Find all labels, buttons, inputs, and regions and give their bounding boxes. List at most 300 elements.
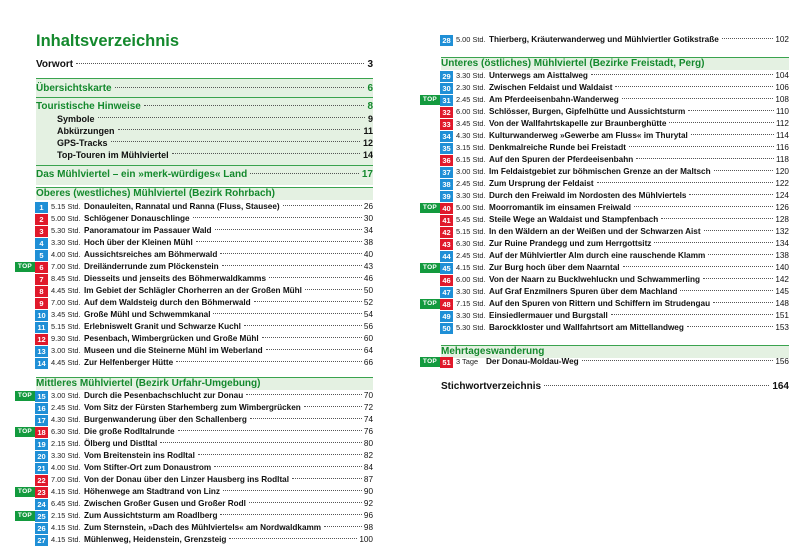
tour-number-badge: 21 — [35, 463, 48, 474]
tour-title: Erlebniswelt Granit und Schwarze Kuchl — [84, 322, 241, 331]
tour-entry-13[interactable] — [36, 345, 373, 357]
tour-number-badge: 27 — [35, 535, 48, 546]
tour-number-badge: 38 — [440, 179, 453, 190]
tour-number-badge: 22 — [35, 475, 48, 486]
tour-number-badge: 5 — [35, 250, 48, 261]
tour-number-badge: 9 — [35, 298, 48, 309]
tour-entry-42[interactable] — [441, 226, 789, 238]
tour-page: 96 — [363, 511, 373, 520]
tour-duration: 4.45 Std. — [51, 358, 81, 367]
tour-entry-19[interactable] — [36, 438, 373, 450]
tour-entry-44[interactable] — [441, 250, 789, 262]
tour-number-badge: 48 — [440, 299, 453, 310]
tour-page: 156 — [775, 357, 789, 366]
leader-dots — [118, 129, 361, 130]
toc-entry-uebersichtskarte[interactable] — [36, 83, 373, 95]
tour-entry-14[interactable] — [36, 357, 373, 369]
tour-duration: 4.15 Std. — [51, 535, 81, 544]
leader-dots — [266, 349, 362, 350]
page-title: Inhaltsverzeichnis — [36, 32, 180, 50]
tour-entry-41[interactable] — [441, 214, 789, 226]
leader-dots — [703, 278, 773, 279]
tour-duration: 2.45 Std. — [456, 95, 486, 104]
tour-title: Zum Sternstein, »Dach des Mühlviertels« am Nordwaldkamm — [84, 523, 322, 532]
tour-number-badge: 34 — [440, 131, 453, 142]
tour-number-badge: 39 — [440, 191, 453, 202]
tour-page: 122 — [775, 179, 789, 188]
tour-title: Pesenbach, Wimbergrücken und Große Mühl — [84, 334, 259, 343]
tour-number-badge: 3 — [35, 226, 48, 237]
toc-entry-top-touren[interactable] — [36, 149, 373, 161]
tour-page: 132 — [775, 227, 789, 236]
tour-title: Museen und die Steinerne Mühl im Weberland — [84, 346, 263, 355]
tour-number-badge: 10 — [35, 310, 48, 321]
entry-label: Symbole — [57, 114, 95, 124]
tour-title: Durch den Freiwald im Nordosten des Mühlviertels — [489, 191, 687, 200]
tour-duration: 5.15 Std. — [456, 227, 486, 236]
leader-dots — [213, 313, 361, 314]
tour-number-badge: 18 — [35, 427, 48, 438]
leader-dots — [98, 117, 365, 118]
tour-title: Moorromantik im einsamen Freiwald — [489, 203, 631, 212]
tour-number-badge: 51 — [440, 357, 453, 368]
tour-number-badge: 44 — [440, 251, 453, 262]
tour-duration: 5.00 Std. — [456, 35, 486, 44]
leader-dots — [634, 206, 773, 207]
tour-duration: 4.15 Std. — [456, 263, 486, 272]
leader-dots — [283, 205, 362, 206]
entry-page: 11 — [363, 126, 373, 136]
tour-page: 72 — [363, 403, 373, 412]
tour-page: 124 — [775, 191, 789, 200]
tour-number-badge: 29 — [440, 71, 453, 82]
tour-title: Auf der Mühlviertler Alm durch eine rauschende Klamm — [489, 251, 706, 260]
section-heading-unteres: Unteres (östliches) Mühlviertel (Bezirke Freistadt, Perg) — [441, 58, 705, 69]
tour-title: Von der Naarn zu Bucklwehluckn und Schwammerling — [489, 275, 700, 284]
tour-entry-49[interactable] — [441, 310, 789, 322]
leader-dots — [172, 153, 360, 154]
tour-number-badge: 16 — [35, 403, 48, 414]
tour-entry-27[interactable] — [36, 534, 373, 546]
tour-page: 151 — [775, 311, 789, 320]
tour-duration: 3.45 Std. — [51, 310, 81, 319]
tour-page: 106 — [775, 83, 789, 92]
top-badge: TOP — [420, 299, 440, 309]
leader-dots — [669, 122, 774, 123]
tour-duration: 5.00 Std. — [456, 203, 486, 212]
tour-title: Der Donau-Moldau-Weg — [486, 357, 579, 366]
tour-duration: 5.30 Std. — [51, 226, 81, 235]
tour-title: Zwischen Großer Gusen und Großer Rodl — [84, 499, 246, 508]
leader-dots — [198, 454, 362, 455]
tour-number-badge: 41 — [440, 215, 453, 226]
leader-dots — [680, 290, 773, 291]
tour-entry-7[interactable] — [36, 273, 373, 285]
section-heading-oberes: Oberes (westliches) Mühlviertel (Bezirk Rohrbach) — [36, 188, 275, 199]
tour-duration: 2.15 Std. — [51, 439, 81, 448]
tour-duration: 6.00 Std. — [456, 107, 486, 116]
tour-duration: 3.30 Std. — [456, 287, 486, 296]
tour-entry-10[interactable] — [36, 309, 373, 321]
tour-page: 46 — [363, 274, 373, 283]
tour-page: 126 — [775, 203, 789, 212]
leader-dots — [713, 302, 773, 303]
tour-entry-8[interactable] — [36, 285, 373, 297]
tour-title: Kulturwanderweg »Gewerbe am Fluss« im Thurytal — [489, 131, 688, 140]
tour-entry-51[interactable] — [422, 356, 789, 368]
leader-dots — [223, 490, 362, 491]
leader-dots — [250, 418, 362, 419]
tour-entry-20[interactable] — [36, 450, 373, 462]
tour-title: Burgenwanderung über den Schallenberg — [84, 415, 247, 424]
tour-number-badge: 50 — [440, 323, 453, 334]
tour-page: 100 — [359, 535, 373, 544]
tour-number-badge: 35 — [440, 143, 453, 154]
tour-page: 90 — [363, 487, 373, 496]
leader-dots — [615, 86, 773, 87]
tour-number-badge: 8 — [35, 286, 48, 297]
tour-duration: 3.30 Std. — [456, 311, 486, 320]
leader-dots — [629, 146, 774, 147]
tour-duration: 3.30 Std. — [456, 191, 486, 200]
leader-dots — [722, 38, 774, 39]
toc-entry-gps-tracks[interactable] — [36, 137, 373, 149]
tour-entry-1[interactable] — [36, 201, 373, 213]
leader-dots — [244, 325, 362, 326]
tour-entry-5[interactable] — [36, 249, 373, 261]
tour-page: 114 — [775, 131, 789, 140]
tour-title: Von der Donau über den Linzer Hausberg ins Rodltal — [84, 475, 290, 484]
tour-entry-33[interactable] — [441, 118, 789, 130]
tour-page: 66 — [363, 358, 373, 367]
tour-number-badge: 40 — [440, 203, 453, 214]
tour-duration: 5.00 Std. — [51, 214, 81, 223]
tour-duration: 3.45 Std. — [456, 119, 486, 128]
leader-dots — [591, 74, 773, 75]
leader-dots — [111, 141, 360, 142]
tour-entry-50[interactable] — [441, 322, 789, 334]
tour-entry-6[interactable] — [17, 261, 373, 273]
tour-page: 120 — [775, 167, 789, 176]
tour-entry-45[interactable] — [422, 262, 789, 274]
tour-title: Donauleiten, Rannatal und Ranna (Fluss, Stausee) — [84, 202, 280, 211]
tour-number-badge: 4 — [35, 238, 48, 249]
tour-number-badge: 13 — [35, 346, 48, 357]
tour-entry-30[interactable] — [441, 82, 789, 94]
tour-duration: 3.00 Std. — [456, 167, 486, 176]
tour-number-badge: 14 — [35, 358, 48, 369]
tour-entry-3[interactable] — [36, 225, 373, 237]
entry-page: 12 — [362, 138, 373, 148]
tour-duration: 2.15 Std. — [51, 511, 81, 520]
tour-duration: 4.00 Std. — [51, 463, 81, 472]
entry-page: 3 — [367, 59, 373, 70]
leader-dots — [688, 110, 774, 111]
leader-dots — [691, 134, 774, 135]
tour-duration: 2.45 Std. — [456, 179, 486, 188]
tour-entry-23[interactable] — [17, 486, 373, 498]
tour-entry-48[interactable] — [422, 298, 789, 310]
tour-duration: 8.45 Std. — [51, 274, 81, 283]
tour-title: Höhenwege am Stadtrand von Linz — [84, 487, 221, 496]
leader-dots — [708, 254, 773, 255]
leader-dots — [160, 442, 362, 443]
tour-number-badge: 32 — [440, 107, 453, 118]
tour-number-badge: 19 — [35, 439, 48, 450]
tour-title: Hoch über der Kleinen Mühl — [84, 238, 193, 247]
leader-dots — [636, 158, 774, 159]
leader-dots — [254, 301, 362, 302]
top-badge: TOP — [420, 263, 440, 273]
tour-page: 148 — [775, 299, 789, 308]
tour-entry-47[interactable] — [441, 286, 789, 298]
tour-title: Schlögener Donauschlinge — [84, 214, 190, 223]
leader-dots — [661, 218, 773, 219]
tour-page: 128 — [775, 215, 789, 224]
entry-label: Stichwortverzeichnis — [441, 381, 542, 392]
tour-duration: 5.30 Std. — [456, 323, 486, 332]
leader-dots — [178, 430, 362, 431]
leader-dots — [220, 514, 361, 515]
tour-duration: 5.45 Std. — [456, 215, 486, 224]
tour-duration: 2.45 Std. — [51, 403, 81, 412]
leader-dots — [324, 526, 362, 527]
tour-number-badge: 20 — [35, 451, 48, 462]
tour-entry-34[interactable] — [441, 130, 789, 142]
tour-entry-12[interactable] — [36, 333, 373, 345]
entry-label: Das Mühlviertel – ein »merk-würdiges« Land — [36, 169, 248, 180]
tour-number-badge: 25 — [35, 511, 48, 522]
leader-dots — [292, 478, 362, 479]
tour-page: 50 — [363, 286, 373, 295]
tour-title: Am Pferdeeisenbahn-Wanderweg — [489, 95, 619, 104]
tour-duration: 6.00 Std. — [456, 275, 486, 284]
tour-entry-22[interactable] — [36, 474, 373, 486]
tour-title: Im Gebiet der Schlägler Chorherren an der Großen Mühl — [84, 286, 302, 295]
tour-entry-39[interactable] — [441, 190, 789, 202]
tour-duration: 3.30 Std. — [51, 238, 81, 247]
tour-duration: 5.15 Std. — [51, 202, 81, 211]
tour-entry-11[interactable] — [36, 321, 373, 333]
leader-dots — [544, 385, 769, 386]
tour-page: 43 — [363, 262, 373, 271]
tour-page: 52 — [363, 298, 373, 307]
tour-number-badge: 2 — [35, 214, 48, 225]
tour-entry-43[interactable] — [441, 238, 789, 250]
tour-number-badge: 33 — [440, 119, 453, 130]
tour-duration: 7.00 Std. — [51, 298, 81, 307]
tour-page: 56 — [363, 322, 373, 331]
tour-entry-25[interactable] — [17, 510, 373, 522]
toc-entry-stichwortverzeichnis[interactable] — [441, 381, 789, 393]
tour-duration: 7.00 Std. — [51, 475, 81, 484]
tour-entry-21[interactable] — [36, 462, 373, 474]
tour-page: 64 — [363, 346, 373, 355]
tour-title: Denkmalreiche Runde bei Freistadt — [489, 143, 626, 152]
toc-entry-abkuerzungen[interactable] — [36, 125, 373, 137]
tour-number-badge: 6 — [35, 262, 48, 273]
entry-page: 9 — [367, 114, 373, 124]
leader-dots — [220, 253, 362, 254]
tour-title: Zum Aussichtsturm am Roadlberg — [84, 511, 218, 520]
tour-entry-15[interactable] — [17, 390, 373, 402]
leader-dots — [305, 289, 362, 290]
top-badge: TOP — [15, 487, 35, 497]
tour-entry-4[interactable] — [36, 237, 373, 249]
tour-number-badge: 45 — [440, 263, 453, 274]
leader-dots — [714, 170, 774, 171]
tour-duration: 4.15 Std. — [51, 523, 81, 532]
tour-page: 26 — [363, 202, 373, 211]
tour-page: 142 — [775, 275, 789, 284]
leader-dots — [689, 194, 773, 195]
tour-title: Panoramatour im Passauer Wald — [84, 226, 212, 235]
tour-entry-16[interactable] — [36, 402, 373, 414]
tour-number-badge: 36 — [440, 155, 453, 166]
tour-title: Einsiedlermauer und Burgstall — [489, 311, 608, 320]
tour-duration: 6.15 Std. — [456, 155, 486, 164]
toc-entry-touristische-hinweise[interactable] — [36, 101, 373, 113]
tour-duration: 4.30 Std. — [456, 131, 486, 140]
tour-title: Thierberg, Kräuterwanderweg und Mühlviertler Gotikstraße — [489, 35, 719, 44]
tour-page: 54 — [363, 310, 373, 319]
tour-number-badge: 17 — [35, 415, 48, 426]
tour-duration: 7.15 Std. — [456, 299, 486, 308]
tour-title: Durch die Pesenbachschlucht zur Donau — [84, 391, 244, 400]
tour-title: Zur Burg hoch über dem Naarntal — [489, 263, 620, 272]
tour-page: 116 — [775, 143, 789, 152]
tour-title: Zum Ursprung der Feldaist — [489, 179, 594, 188]
section-heading-mittleres: Mittleres Mühlviertel (Bezirk Urfahr-Umgebung) — [36, 378, 261, 389]
tour-page: 108 — [775, 95, 789, 104]
entry-label: Touristische Hinweise — [36, 101, 141, 112]
tour-title: Auf den Spuren von Rittern und Schiffern im Strudengau — [489, 299, 711, 308]
toc-entry-vorwort[interactable] — [36, 59, 373, 71]
tour-duration: 9.30 Std. — [51, 334, 81, 343]
tour-duration: 6.30 Std. — [51, 427, 81, 436]
leader-dots — [269, 277, 362, 278]
tour-page: 80 — [363, 439, 373, 448]
tour-page: 98 — [363, 523, 373, 532]
tour-title: Auf den Spuren der Pferdeeisenbahn — [489, 155, 634, 164]
tour-duration: 2.45 Std. — [456, 251, 486, 260]
tour-number-badge: 11 — [35, 322, 48, 333]
tour-title: Ölberg und Distltal — [84, 439, 158, 448]
tour-page: 153 — [775, 323, 789, 332]
tour-entry-24[interactable] — [36, 498, 373, 510]
tour-number-badge: 49 — [440, 311, 453, 322]
leader-dots — [622, 98, 774, 99]
tour-page: 110 — [775, 107, 789, 116]
tour-duration: 3.00 Std. — [51, 391, 81, 400]
tour-page: 70 — [363, 391, 373, 400]
tour-title: Zwischen Feldaist und Waldaist — [489, 83, 613, 92]
leader-dots — [76, 63, 364, 64]
tour-entry-35[interactable] — [441, 142, 789, 154]
entry-page: 6 — [367, 83, 373, 94]
tour-number-badge: 23 — [35, 487, 48, 498]
leader-dots — [214, 466, 362, 467]
tour-page: 118 — [775, 155, 789, 164]
entry-label: Abkürzungen — [57, 126, 115, 136]
tour-entry-40[interactable] — [422, 202, 789, 214]
leader-dots — [246, 394, 362, 395]
tour-duration: 2.30 Std. — [456, 83, 486, 92]
leader-dots — [229, 538, 357, 539]
tour-number-badge: 24 — [35, 499, 48, 510]
tour-number-badge: 26 — [35, 523, 48, 534]
leader-dots — [611, 314, 774, 315]
tour-duration: 3.30 Std. — [51, 451, 81, 460]
top-badge: TOP — [15, 427, 35, 437]
tour-entry-29[interactable] — [441, 70, 789, 82]
tour-number-badge: 47 — [440, 287, 453, 298]
top-badge: TOP — [420, 357, 440, 367]
leader-dots — [215, 229, 362, 230]
entry-page: 8 — [367, 101, 373, 112]
leader-dots — [193, 217, 362, 218]
tour-title: Mühlenweg, Heidenstein, Grenzsteig — [84, 535, 227, 544]
leader-dots — [704, 230, 774, 231]
tour-entry-18[interactable] — [17, 426, 373, 438]
tour-entry-36[interactable] — [441, 154, 789, 166]
tour-page: 145 — [775, 287, 789, 296]
tour-duration: 3.15 Std. — [456, 143, 486, 152]
tour-entry-46[interactable] — [441, 274, 789, 286]
tour-entry-9[interactable] — [36, 297, 373, 309]
tour-entry-37[interactable] — [441, 166, 789, 178]
tour-title: Diesseits und jenseits des Böhmerwaldkamms — [84, 274, 267, 283]
toc-entry-symbole[interactable] — [36, 113, 373, 125]
tour-page: 134 — [775, 239, 789, 248]
top-badge: TOP — [15, 262, 35, 272]
tour-entry-38[interactable] — [441, 178, 789, 190]
tour-title: Steile Wege an Waldaist und Stampfenbach — [489, 215, 659, 224]
tour-duration: 4.45 Std. — [51, 286, 81, 295]
tour-entry-32[interactable] — [441, 106, 789, 118]
toc-entry-das-muehlviertel[interactable] — [36, 169, 373, 181]
tour-page: 102 — [775, 35, 789, 44]
entry-label: GPS-Tracks — [57, 138, 108, 148]
tour-title: Auf dem Waldsteig durch den Böhmerwald — [84, 298, 251, 307]
tour-number-badge: 43 — [440, 239, 453, 250]
tour-number-badge: 12 — [35, 334, 48, 345]
tour-title: Vom Stifter-Ort zum Donaustrom — [84, 463, 212, 472]
tour-number-badge: 7 — [35, 274, 48, 285]
tour-number-badge: 37 — [440, 167, 453, 178]
section-heading-mehrtages: Mehrtageswanderung — [441, 346, 545, 357]
tour-entry-2[interactable] — [36, 213, 373, 225]
leader-dots — [304, 406, 362, 407]
tour-page: 84 — [363, 463, 373, 472]
tour-duration: 7.00 Std. — [51, 262, 81, 271]
entry-page: 164 — [772, 381, 789, 392]
leader-dots — [176, 361, 362, 362]
tour-entry-17[interactable] — [36, 414, 373, 426]
tour-page: 38 — [363, 238, 373, 247]
tour-title: Unterwegs am Aisttalweg — [489, 71, 588, 80]
tour-title: Barockkloster und Wallfahrtsort am Mittellandweg — [489, 323, 684, 332]
tour-duration: 3 Tage — [456, 357, 479, 366]
tour-entry-26[interactable] — [36, 522, 373, 534]
tour-page: 74 — [363, 415, 373, 424]
tour-entry-28[interactable] — [441, 34, 789, 46]
top-badge: TOP — [420, 95, 440, 105]
tour-entry-31[interactable] — [422, 94, 789, 106]
tour-title: Aussichtsreiches am Böhmerwald — [84, 250, 218, 259]
leader-dots — [654, 242, 773, 243]
entry-label: Vorwort — [36, 59, 74, 70]
